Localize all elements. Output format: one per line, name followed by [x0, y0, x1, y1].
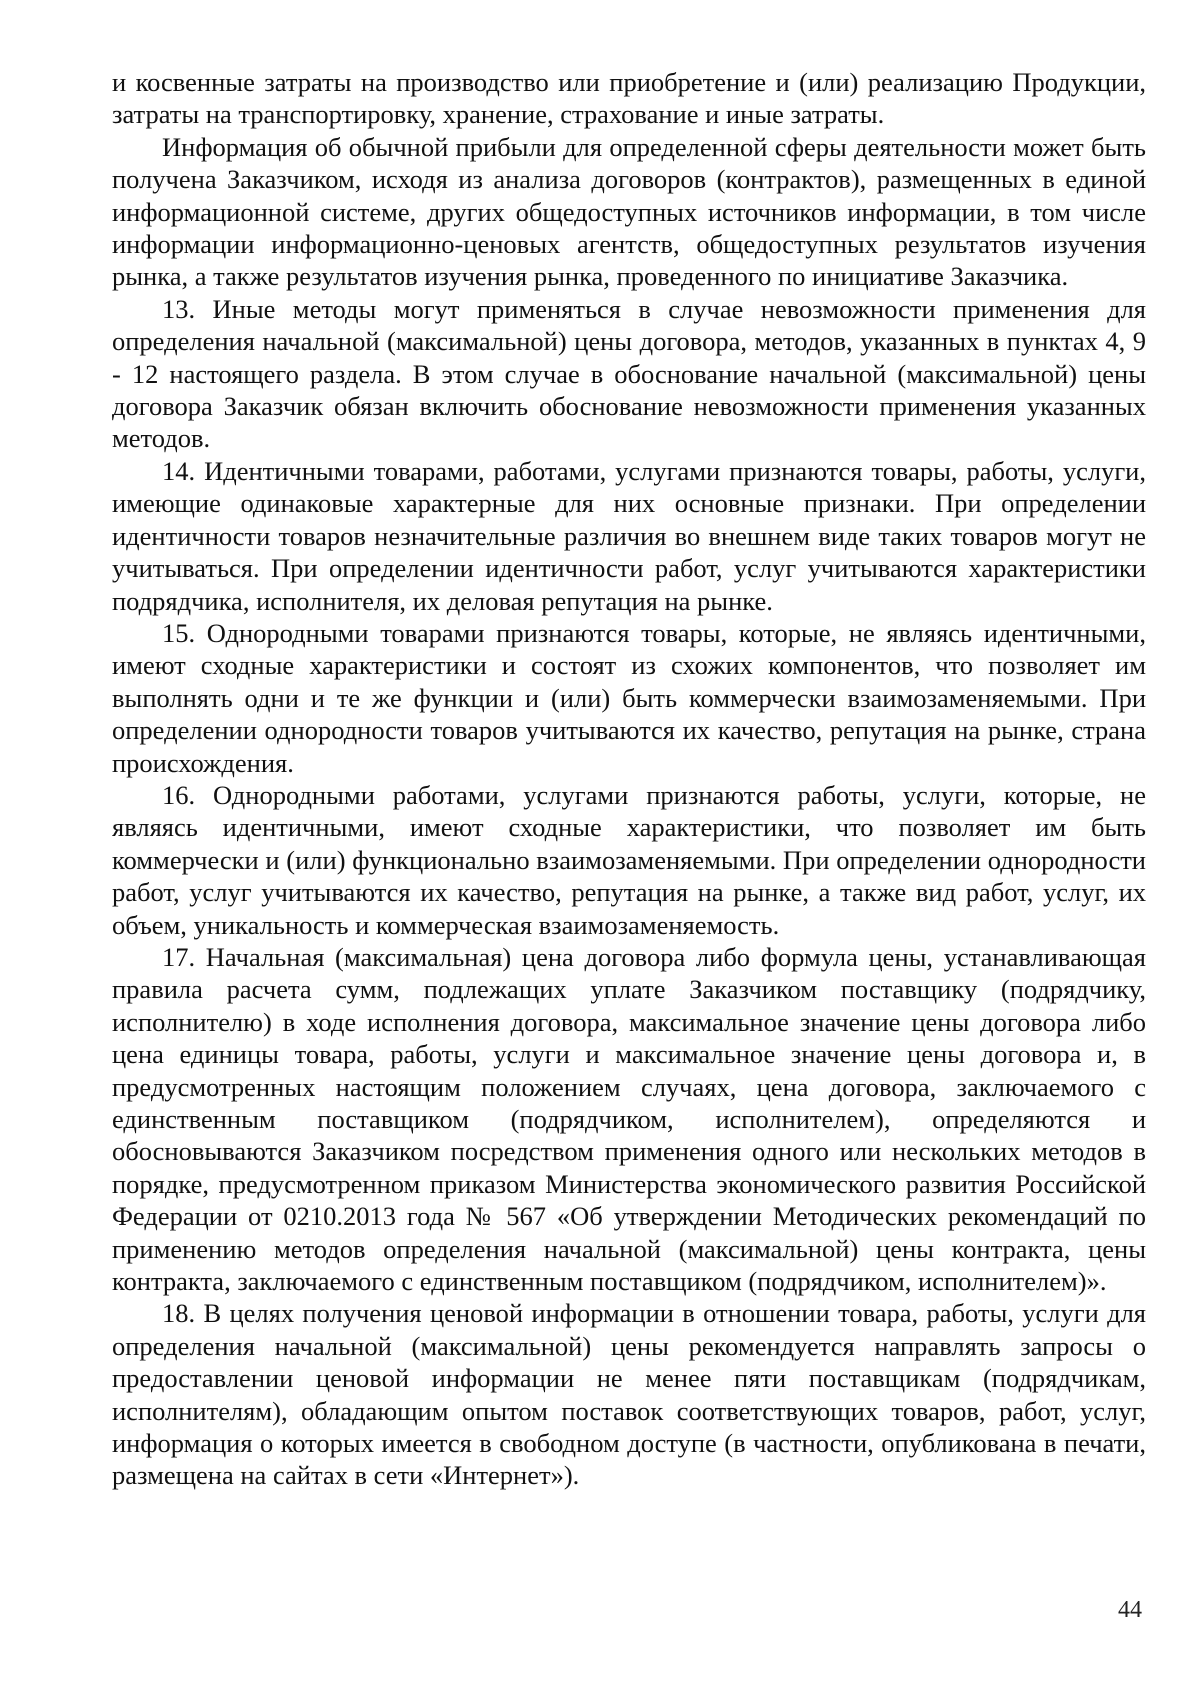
document-body — [112, 66, 1146, 1492]
paragraph-continuation: и косвенные затраты на производство или приобретение и (или) реализацию Продукции, затраты на транспортировку, хранение, страхование и иные затраты. — [112, 67, 1146, 130]
paragraph-item-18: 18. В целях получения ценовой информации в отношении товара, работы, услуги для определения начальной (максимальной) цены рекомендуется направлять запросы о предоставлении ценовой информации не менее пяти поставщикам (подрядчикам, исполнителям), обладающим опытом поставок соответствующих товаров, работ, услуг, информация о которых имеется в свободном доступе (в частности, опубликована в печати, размещена на сайтах в сети «Интернет»). — [112, 1298, 1146, 1491]
paragraph-item-16: 16. Однородными работами, услугами признаются работы, услуги, которые, не являясь идентичными, имеют сходные характеристики, что позволяет им быть коммерчески и (или) функционально взаимозаменяемыми. При определении однородности работ, услуг учитываются их качество, репутация на рынке, а также вид работ, услуг, их объем, уникальность и коммерческая взаимозаменяемость. — [112, 779, 1146, 940]
paragraph-profit-information: Информация об обычной прибыли для определенной сферы деятельности может быть получена Заказчиком, исходя из анализа договоров (контрактов), размещенных в единой информационной системе, других общедоступных источников информации, в том числе информации информационно-ценовых агентств, общедоступных результатов изучения рынка, а также результатов изучения рынка, проведенного по инициативе Заказчика. — [112, 131, 1146, 292]
paragraph-item-17: 17. Начальная (максимальная) цена договора либо формула цены, устанавливающая правила расчета сумм, подлежащих уплате Заказчиком поставщику (подрядчику, исполнителю) в ходе исполнения договора, максимальное значение цены договора либо цена единицы товара, работы, услуги и максимальное значение цены договора и, в предусмотренных настоящим положением случаях, цена договора, заключаемого с единственным поставщиком (подрядчиком, исполнителем), определяются и обосновываются Заказчиком посредством применения одного или нескольких методов в порядке, предусмотренном приказом Министерства экономического развития Российской Федерации от 0210.2013 года № 567 «Об утверждении Методических рекомендаций по применению методов определения начальной (максимальной) цены контракта, цены контракта, заключаемого с единственным поставщиком (подрядчиком, исполнителем)». — [112, 941, 1146, 1297]
page-number: 44 — [1118, 1597, 1142, 1623]
paragraph-item-13: 13. Иные методы могут применяться в случае невозможности применения для определения начальной (максимальной) цены договора, методов, указанных в пунктах 4, 9 - 12 настоящего раздела. В этом случае в обоснование начальной (максимальной) цены договора Заказчик обязан включить обоснование невозможности применения указанных методов. — [112, 293, 1146, 454]
paragraph-item-15: 15. Однородными товарами признаются товары, которые, не являясь идентичными, имеют сходные характеристики и состоят из схожих компонентов, что позволяет им выполнять одни и те же функции и (или) быть коммерчески взаимозаменяемыми. При определении однородности товаров учитываются их качество, репутация на рынке, страна происхождения. — [112, 617, 1146, 778]
paragraph-item-14: 14. Идентичными товарами, работами, услугами признаются товары, работы, услуги, имеющие одинаковые характерные для них основные признаки. При определении идентичности товаров незначительные различия во внешнем виде таких товаров могут не учитываться. При определении идентичности работ, услуг учитываются характеристики подрядчика, исполнителя, их деловая репутация на рынке. — [112, 455, 1146, 616]
